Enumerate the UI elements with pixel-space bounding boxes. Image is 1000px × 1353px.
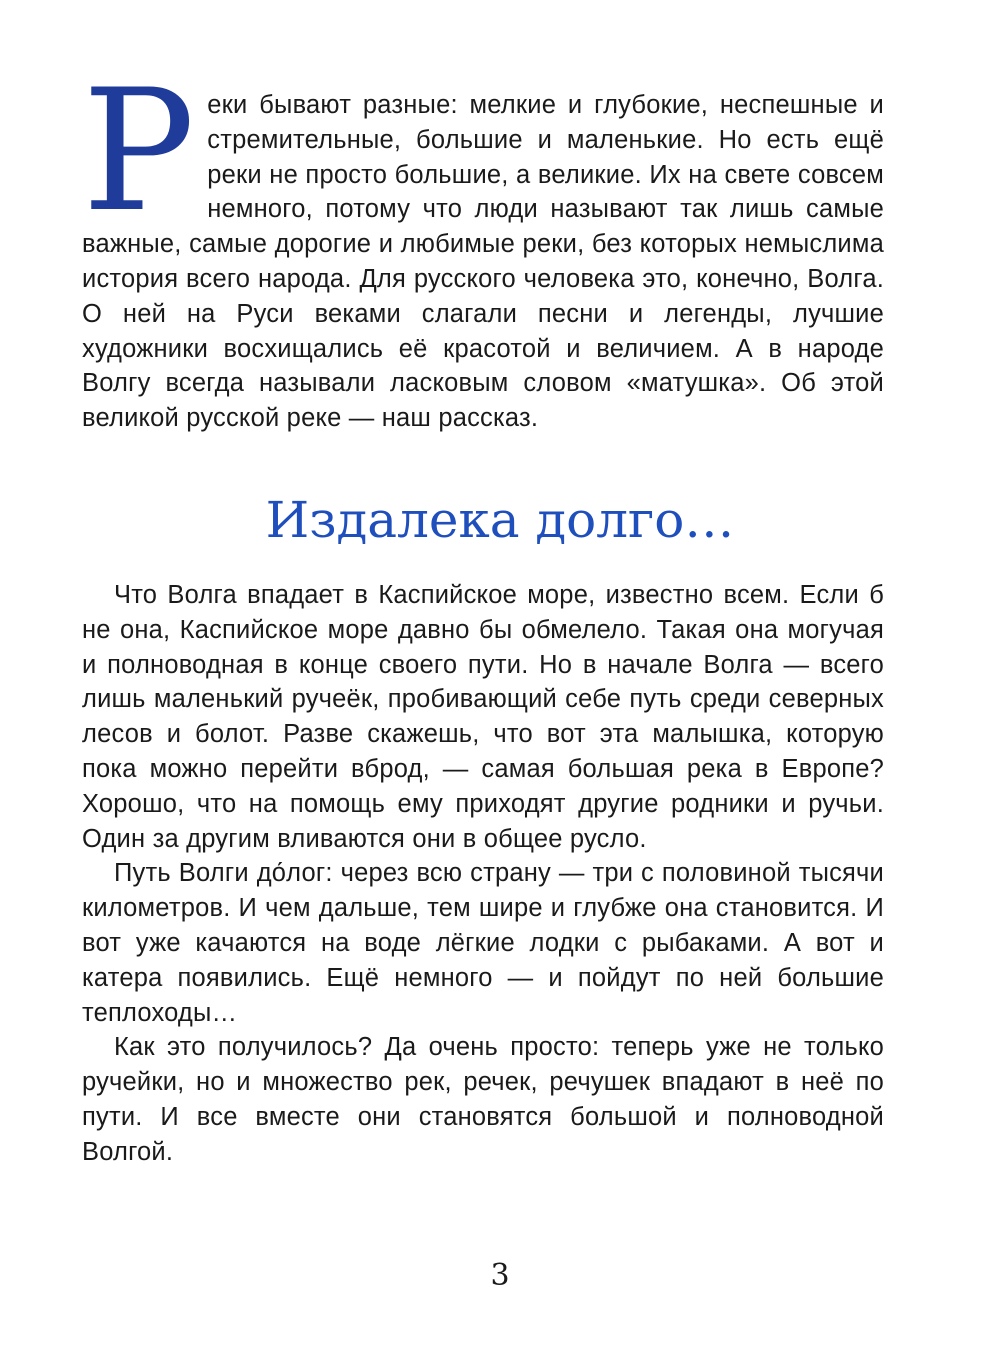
intro-paragraph [82, 53, 884, 436]
paragraph: Путь Волги до́лог: через всю страну — три с половиной тысячи километров. И чем дальше, тем шире и глубже она становится. И вот уже качаются на воде лёгкие лодки с рыбаками. А вот и катера появились. Ещё немного — и пойдут по ней большие теплоходы… [82, 859, 884, 1027]
paragraph: Что Волга впадает в Каспийское море, известно всем. Если б не она, Каспийское море давно бы обмелело. Такая она могучая и полноводная в конце своего пути. Но в начале Волга — всего лишь маленький ручеёк, пробивающий себе путь среди северных лесов и болот. Разве скажешь, что вот эта малышка, которую пока можно перейти вброд, — самая большая река в Европе? Хорошо, что на помощь ему приходят другие родники и ручьи. Один за другим вливаются они в общее русло. [82, 581, 884, 853]
paragraph: Как это получилось? Да очень просто: теперь уже не только ручейки, но и множество рек, речек, речушек впадают в неё по пути. И все вместе они становятся большой и полноводной Волгой. [82, 1033, 884, 1166]
section-heading: Издалека долго… [265, 491, 735, 549]
drop-cap: Р [82, 53, 196, 249]
intro-text: еки бывают разные: мелкие и глубокие, неспешные и стремительные, большие и маленькие. Но есть ещё реки не просто большие, а великие. Их на свете совсем немного, потому что люди называют так лишь самые важные, самые дорогие и любимые реки, без которых немыслима история всего народа. Для русского человека это, конечно, Волга. О ней на Руси веками слагали песни и легенды, лучшие художники восхищались её красотой и величием. А в народе Волгу всегда называли ласковым словом «матушка». Об этой великой русской реке — наш рассказ. [82, 91, 884, 433]
section-body [82, 578, 884, 1170]
page-number: 3 [490, 1258, 510, 1293]
